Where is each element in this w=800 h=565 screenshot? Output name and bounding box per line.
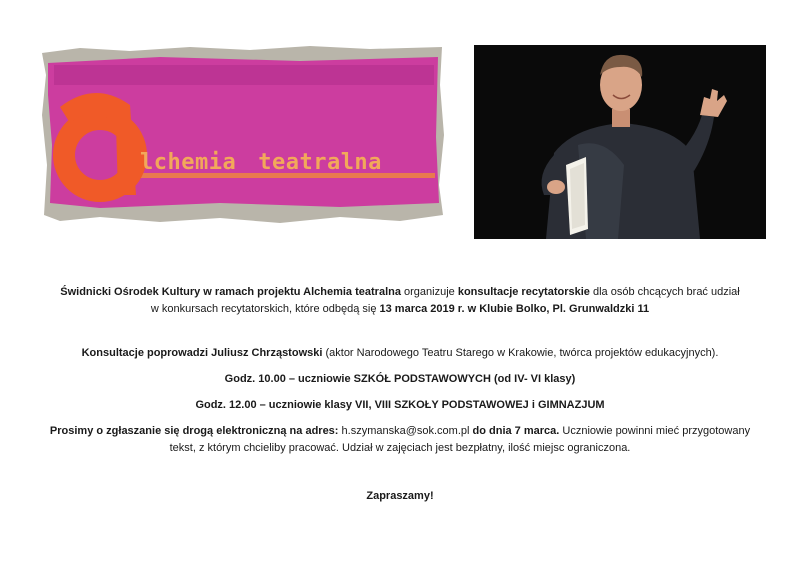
- schedule-secondary-time: Godz. 12.00 – uczniowie klasy VII, VIII SZKOŁY PODSTAWOWEJ i GIMNAZJUM: [195, 399, 605, 411]
- alchemia-teatralna-logo: [40, 45, 445, 225]
- logo-word-1: lchemia: [140, 150, 237, 175]
- registration-line-2: tekst, z którym chcieliby pracować. Udział w zajęciach jest bezpłatny, ilość miejsc ograniczona.: [169, 442, 631, 454]
- intro-line-2: w konkursach recytatorskich, które odbędą się 13 marca 2019 r. w Klubie Bolko, Pl. Grunwaldzki 11: [150, 303, 650, 315]
- intro-line-1: Świdnicki Ośrodek Kultury w ramach projektu Alchemia teatralna organizuje konsultacje recytatorskie dla osób chcących brać udział: [60, 286, 740, 298]
- registration-email-link[interactable]: h.szymanska@sok.com.pl: [338, 425, 473, 437]
- closing-invitation: Zapraszamy!: [366, 490, 434, 502]
- registration-deadline: do dnia 7 marca.: [472, 425, 560, 437]
- instructor-paragraph: Konsultacje poprowadzi Juliusz Chrząstowski (aktor Narodowego Teatru Starego w Krakowie, twórca projektów edukacyjnych).: [81, 347, 719, 359]
- actor-photo-graphic: [474, 45, 766, 239]
- schedule-primary-time: Godz. 10.00 – uczniowie SZKÓŁ PODSTAWOWYCH: [224, 373, 491, 385]
- actor-photo: [474, 45, 766, 239]
- announcement-intro: [0, 284, 800, 318]
- logo-word-2: teatralna: [258, 150, 382, 175]
- event-date-place: 13 marca 2019 r. w Klubie Bolko, Pl. Grunwaldzki 11: [379, 303, 650, 315]
- schedule-primary: Godz. 10.00 – uczniowie SZKÓŁ PODSTAWOWYCH (od IV- VI klasy): [224, 373, 576, 385]
- registration-line-1: Prosimy o zgłaszanie się drogą elektroniczną na adres: h.szymanska@sok.com.pl do dnia 7 marca. Uczniowie powinni mieć przygotowany: [49, 425, 751, 437]
- organizer-name: Świdnicki Ośrodek Kultury w ramach projektu Alchemia teatralna: [60, 286, 401, 298]
- logo-wordmark: [140, 150, 382, 175]
- instructor-name: Konsultacje poprowadzi Juliusz Chrząstowski: [81, 347, 323, 359]
- logo-graphic: [40, 45, 445, 225]
- magenta-top-strip: [54, 65, 434, 85]
- event-type: konsultacje recytatorskie: [457, 286, 590, 298]
- schedule-secondary: [0, 397, 800, 414]
- registration-paragraph: [0, 423, 800, 457]
